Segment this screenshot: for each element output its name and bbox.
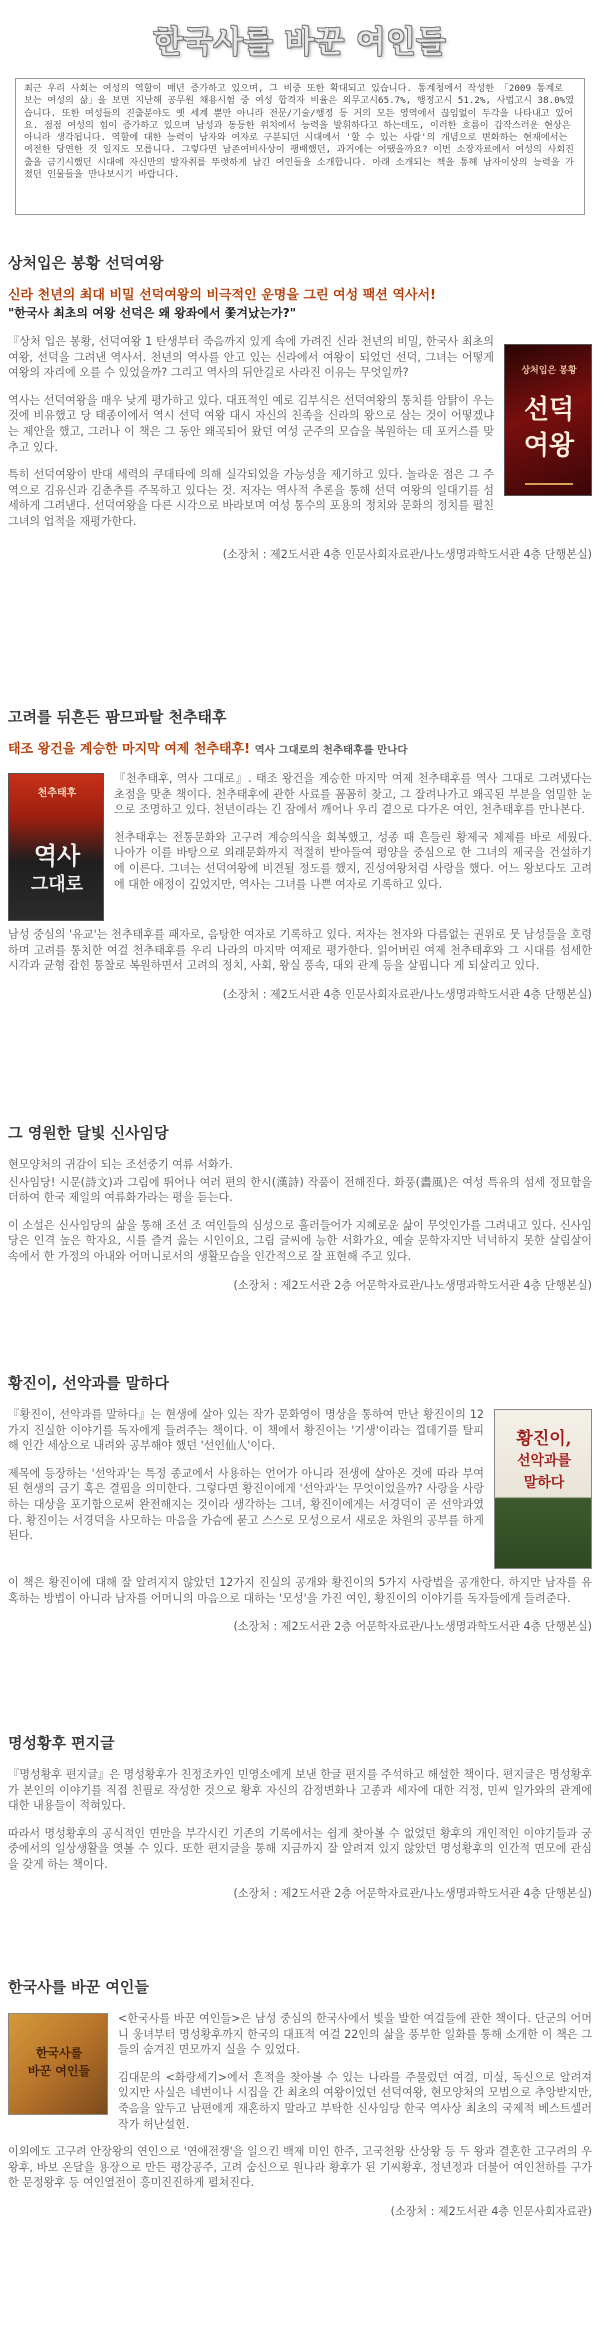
paragraph: 이외에도 고구려 안장왕의 연인으로 '연애전쟁'을 일으킨 백제 미인 한주, 고국천왕 산상왕 등 두 왕과 결혼한 고구려의 우왕후, 바보 온달을 용장으로 만든 평강공주, 고려 숨신으로 원나라 황후가 된 기씨황후, 정년정과 더불어 여인천하를 구가한 문정왕후 등 여인열전이 흥미진진하게 펼쳐진다. [8,2145,592,2190]
paragraph: 『명성황후 편지글』은 명성황후가 친정조카인 민영소에게 보낸 한글 편지를 주석하고 해설한 책이다. 편지글은 명성황후가 본인의 이야기를 직접 친필로 작성한 것으로 황후 자신의 감정변화나 고종과 세자에 대한 걱정, 민씨 일가와의 관계에 대한 내용들이 적혀있다. [8,1768,592,1813]
paragraph: <한국사를 바꾼 여인들>은 남성 중심의 한국사에서 빛을 발한 여걸들에 관한 책이다. 단군의 어머니 웅녀부터 명성황후까지 한국의 대표적 여걸 22인의 삶을 풍부한 일화를 통해 소개한 이 책은 그들의 숨겨진 면모까지 실을 수 있었다. [118,2012,592,2057]
paragraph: 『상처 입은 봉황, 선덕여왕 1 탄생부터 죽음까지 있게 속에 가려진 신라 천년의 비밀, 한국사 최초의 여왕, 선덕을 그려낸 역사서. 천년의 역사를 안고 있는 신라에서 여왕이 되었던 선덕, 그녀는 어떻게 여왕의 자리에 오를 수 있었을까? 그리고 역사의 뒤안길로 사라진 이유는 무엇일까? [8,335,494,380]
section-korean-women [8,1976,592,2219]
cover-subtitle: 천추태후 [37,788,77,799]
section-title: 명성황후 편지글 [8,1734,115,1752]
section-title: 한국사를 바꾼 여인들 [8,1978,149,1996]
holding-location: (소장처 : 제2도서관 4층 인문사회자료관/나노생명과학도서관 4층 단행본실) [222,987,592,1001]
section-seondeok [8,252,592,562]
section-title: 황진이, 선악과를 말하다 [8,1374,170,1392]
holding-location: (소장처 : 제2도서관 2층 어문학자료관/나노생명과학도서관 4층 단행본실) [233,1278,592,1292]
section-title: 그 영원한 달빛 신사임당 [8,1124,169,1142]
paragraph: 이 책은 황진이에 대해 잘 알려지지 않았던 12가지 진실의 공개와 황진이의 5가지 사랑법을 공개한다. 하지만 남자를 유혹하는 방법이 아니라 남자를 어머니의 마음으로 대하는 '모성'을 가진 여인, 황진이의 이야기를 독자들에게 들려준다. [8,1576,592,1605]
cover-title-3: 말하다 [523,1475,565,1491]
paragraph: 따라서 명성황후의 공식적인 면만을 부각시킨 기존의 기록에서는 쉽게 찾아볼 수 없었던 황후의 개인적인 이야기들과 궁중에서의 일상생활을 엿볼 수 있다. 또한 편지글을 통해 지금까지 잘 알려져 있지 않았던 명성황후의 인간적 면모에 관심을 갖게 하는 책이다. [8,1826,592,1871]
section-subtitle: 신라 천년의 최대 비밀 선덕여왕의 비극적인 운명을 그린 여성 팩션 역사서! [8,288,436,303]
holding-location: (소장처 : 제2도서관 4층 인문사회자료관) [390,2204,592,2218]
section-title: 상처입은 봉황 선덕여왕 [8,254,164,272]
book-cover-korean-women [8,2013,108,2115]
section-cheonchu [8,706,592,1002]
cover-title-1: 한국사를 [35,2046,83,2060]
paragraph: 김대문의 <화랑세기>에서 흔적을 찾아볼 수 있는 나라를 주물렀던 여걸, 미실, 독신으로 알려져 있지만 사실은 네번이나 시집을 간 최초의 여왕이었던 선덕여왕, 현모양처의 모범으로 추앙받지만, 죽음을 앞두고 남편에게 재혼하지 말라고 부탁한 신사임당 한국 역사상 최초의 국제적 베스트셀러 작가 허난설헌. [118,2070,592,2131]
section-body [8,771,592,974]
section-hwangjini [8,1372,592,1634]
cover-title-2: 바꾼 여인들 [27,2064,91,2078]
section-subtitle-main: 태조 왕건을 계승한 마지막 여제 천추태후! [8,742,251,757]
section-body [8,334,592,542]
section-body [8,1407,592,1606]
cover-title-1: 역사 [33,841,81,870]
book-cover-hwangjini [494,1409,592,1569]
book-cover-cheonchu [8,773,104,921]
section-saimdang [8,1122,592,1293]
title-banner [8,0,592,78]
paragraph: 『천추태후, 역사 그대로』. 태조 왕건을 계승한 마지막 여제 천추태후를 역사 그대로 그려냈다는 초점을 맞춘 책이다. 천추태후에 관한 사료를 꼼꼼히 찾고, 그 잘려나가고 왜곡된 부분을 엄밀한 눈으로 조명하고 있다. 천년이라는 긴 잠에서 깨어나 우리 곁으로 다가온 여인, 천추태후를 만나본다. [114,772,592,817]
paragraph: 현모양처의 귀감이 되는 조선중기 여류 서화가. [8,1158,233,1171]
paragraph: 제목에 등장하는 '선악과'는 특정 종교에서 사용하는 언어가 아니라 전생에 살아온 것에 따라 부여된 현생의 금기 혹은 결핍을 의미한다. 그렇다면 황진이에게 '선악과'는 무엇이었을까? 사랑을 사랑하는 대상을 포기함으로써 완전해지는 것이라 생각하는 그녀, 황진이에게는 서경덕이 곧 선악과였다. 황진이는 서경덕을 사모하는 마음을 가슴에 묻고 스스로 모성으로서 새로운 차원의 공부를 하게 된다. [8,1466,484,1543]
cover-subtitle: 상처입은 봉황 [521,366,577,376]
section-subtitle-quote: "한국사 최초의 여왕 선덕은 왜 왕좌에서 쫓겨났는가?" [8,306,296,320]
intro-box: 최근 우리 사회는 여성의 역할이 매년 증가하고 있으며, 그 비중 또한 확대되고 있습니다. 통계청에서 작성한 「2009 통계로 보는 여성의 삶」을 보면 지난해 공무원 채용시험 중 여성 합격자 비율은 외무고시65.7%, 행정고시 51.2%, 사법고시 38.0%였습니다. 또한 여성들의 진출분야도 옛 세계 뿐만 아니라 전문/기술/행정 등 거의 모든 영역에서 끊임없이 두각을 나타내고 있어요. 점점 여성의 힘이 증가하고 있으며 남성과 동등한 위치에서 능력을 발휘하다고 하는데도, 이러한 흐름이 갑작스러운 현상은 아니라 생각됩니다. 역할에 대한 능력이 남자와 여자로 구분되던 시대에서 '할 수 있는 사람'의 개념으로 변화하는 현재에서는 여전한 당연한 것 일지도 모릅니다. 그렇다면 남존여비사상이 팽배했던, 과거에는 어땠을까요? 이번 소장자료에서 여성의 사회진출을 금기시했던 시대에 자신만의 발자취를 뚜렷하게 남긴 여인들을 소개합니다. 아래 소개되는 책을 통해 남자이상의 능력을 가졌던 인물들을 만나보시기 바랍니다. [15,78,585,215]
cover-title-1: 황진이, [516,1429,572,1449]
section-body [8,1157,592,1265]
cover-title-2: 여왕 [523,431,575,461]
section-body [8,1767,592,1873]
paragraph: 남성 중심의 '유교'는 천추태후를 패자로, 음탕한 여자로 기록하고 있다. 저자는 천자와 다름없는 권위로 뭇 남성들을 호령하며 고려를 통치한 여걸 천추태후를 우리 나라의 마지막 여제로 평가한다. 읽어버린 여제 천추태후와 그 시대를 섬세한 시각과 균형 잡힌 통찰로 복원하면서 고려의 정치, 사회, 왕실 풍속, 대외 관계 등을 살핍니다 게 되살리고 있다. [8,928,592,973]
paragraph: 이 소설은 신사임당의 삶을 통해 조선 조 여인들의 심성으로 흘러들어가 지혜로운 삶이 무엇인가를 그려내고 있다. 신사임당은 인격 높은 학자요, 시를 즐겨 읊는 시인이요, 그림 글씨에 능한 서화가요, 예술 문학자지만 넉넉하지 못한 살림살이 속에서 한 가정의 아내와 어머니로서의 생활모습을 인간적으로 잘 표현해 주고 있다. [8,1218,592,1263]
paragraph: 신사임당! 시문(詩文)과 그림에 뛰어나 여러 편의 한시(漢詩) 작품이 전해진다. 화풍(畵風)은 여성 특유의 섬세 정묘함을 더하여 한국 제일의 여류화가라는 평을 듣는다. [8,1175,592,1205]
holding-location: (소장처 : 제2도서관 2층 어문학자료관/나노생명과학도서관 4층 단행본실) [233,1620,592,1634]
paragraph: 『황진이, 선악과를 말하다』는 현생에 살아 있는 작가 문화영이 명상을 통하여 만난 황진이의 12가지 진실한 이야기를 독자에게 들려주는 책이다. 이 책에서 황진이는 '기생'이라는 껍데기를 탈피해 인간 세상으로 내려와 공부해야 했던 '선인仙人'이다. [8,1408,484,1453]
section-subtitle-small: 역사 그대로의 천추태후를 만나다 [254,744,408,756]
section-body [8,2011,592,2191]
section-subtitle [8,741,592,759]
paragraph: 천추태후는 전통문화와 고구려 계승의식을 회복했고, 성종 때 흔들린 황제국 체제를 바로 세웠다. 나아가 이를 바탕으로 외래문화까지 적절히 받아들여 평양을 중심으로 한 그녀의 제국을 건설하기에 이른다. 그녀는 선덕여왕에 비견될 정도를 했지, 진성여왕처럼 사랑을 했다. 어느 왕보다도 고려에 대한 애정이 깊었지만, 역사는 그녀를 나쁜 여자로 기록하고 있다. [114,830,592,891]
paragraph: 역사는 선덕여왕을 매우 낮게 평가하고 있다. 대표적인 예로 김부식은 선덕여왕의 통치를 암탉이 우는 것에 비유했고 당 태종이에서 역시 선덕 여왕 대시 자신의 친족을 신라의 왕으로 삼는 것이 어떻겠냐는 제안을 했고, 그러나 이 책은 그 동안 왜곡되어 왔던 여성 군주의 모습을 복원하는 데 포커스를 맞추고 있다. [8,393,494,454]
book-cover-seondeok [504,344,592,496]
cover-title-2: 그대로 [30,874,84,895]
section-title: 고려를 뒤흔든 팜므파탈 천추태후 [8,708,227,726]
cover-title-1: 선덕 [523,395,575,425]
cover-title-2: 선악과를 [516,1453,572,1469]
cover-ornament [525,483,573,485]
holding-location: (소장처 : 제2도서관 4층 인문사회자료관/나노생명과학도서관 4층 단행본실) [222,547,592,561]
holding-location: (소장처 : 제2도서관 2층 어문학자료관/나노생명과학도서관 4층 단행본실) [233,1886,592,1900]
paragraph: 특히 선덕여왕이 반대 세력의 쿠데타에 의해 실각되었을 가능성을 제기하고 있다. 놀라운 점은 그 주역으로 김유신과 김춘추를 주목하고 있다는 것. 저자는 역사적 추론을 통해 선덕 여왕의 일대기를 섬세하게 그려낸다. 선덕여왕을 다른 시각으로 바라보며 여성 통수의 포용의 정치와 문화의 정치를 펼친 그녀의 업적을 재평가한다. [8,468,494,528]
page-title: 한국사를 바꾼 여인들 [153,25,447,60]
section-myeongseong [8,1732,592,1901]
